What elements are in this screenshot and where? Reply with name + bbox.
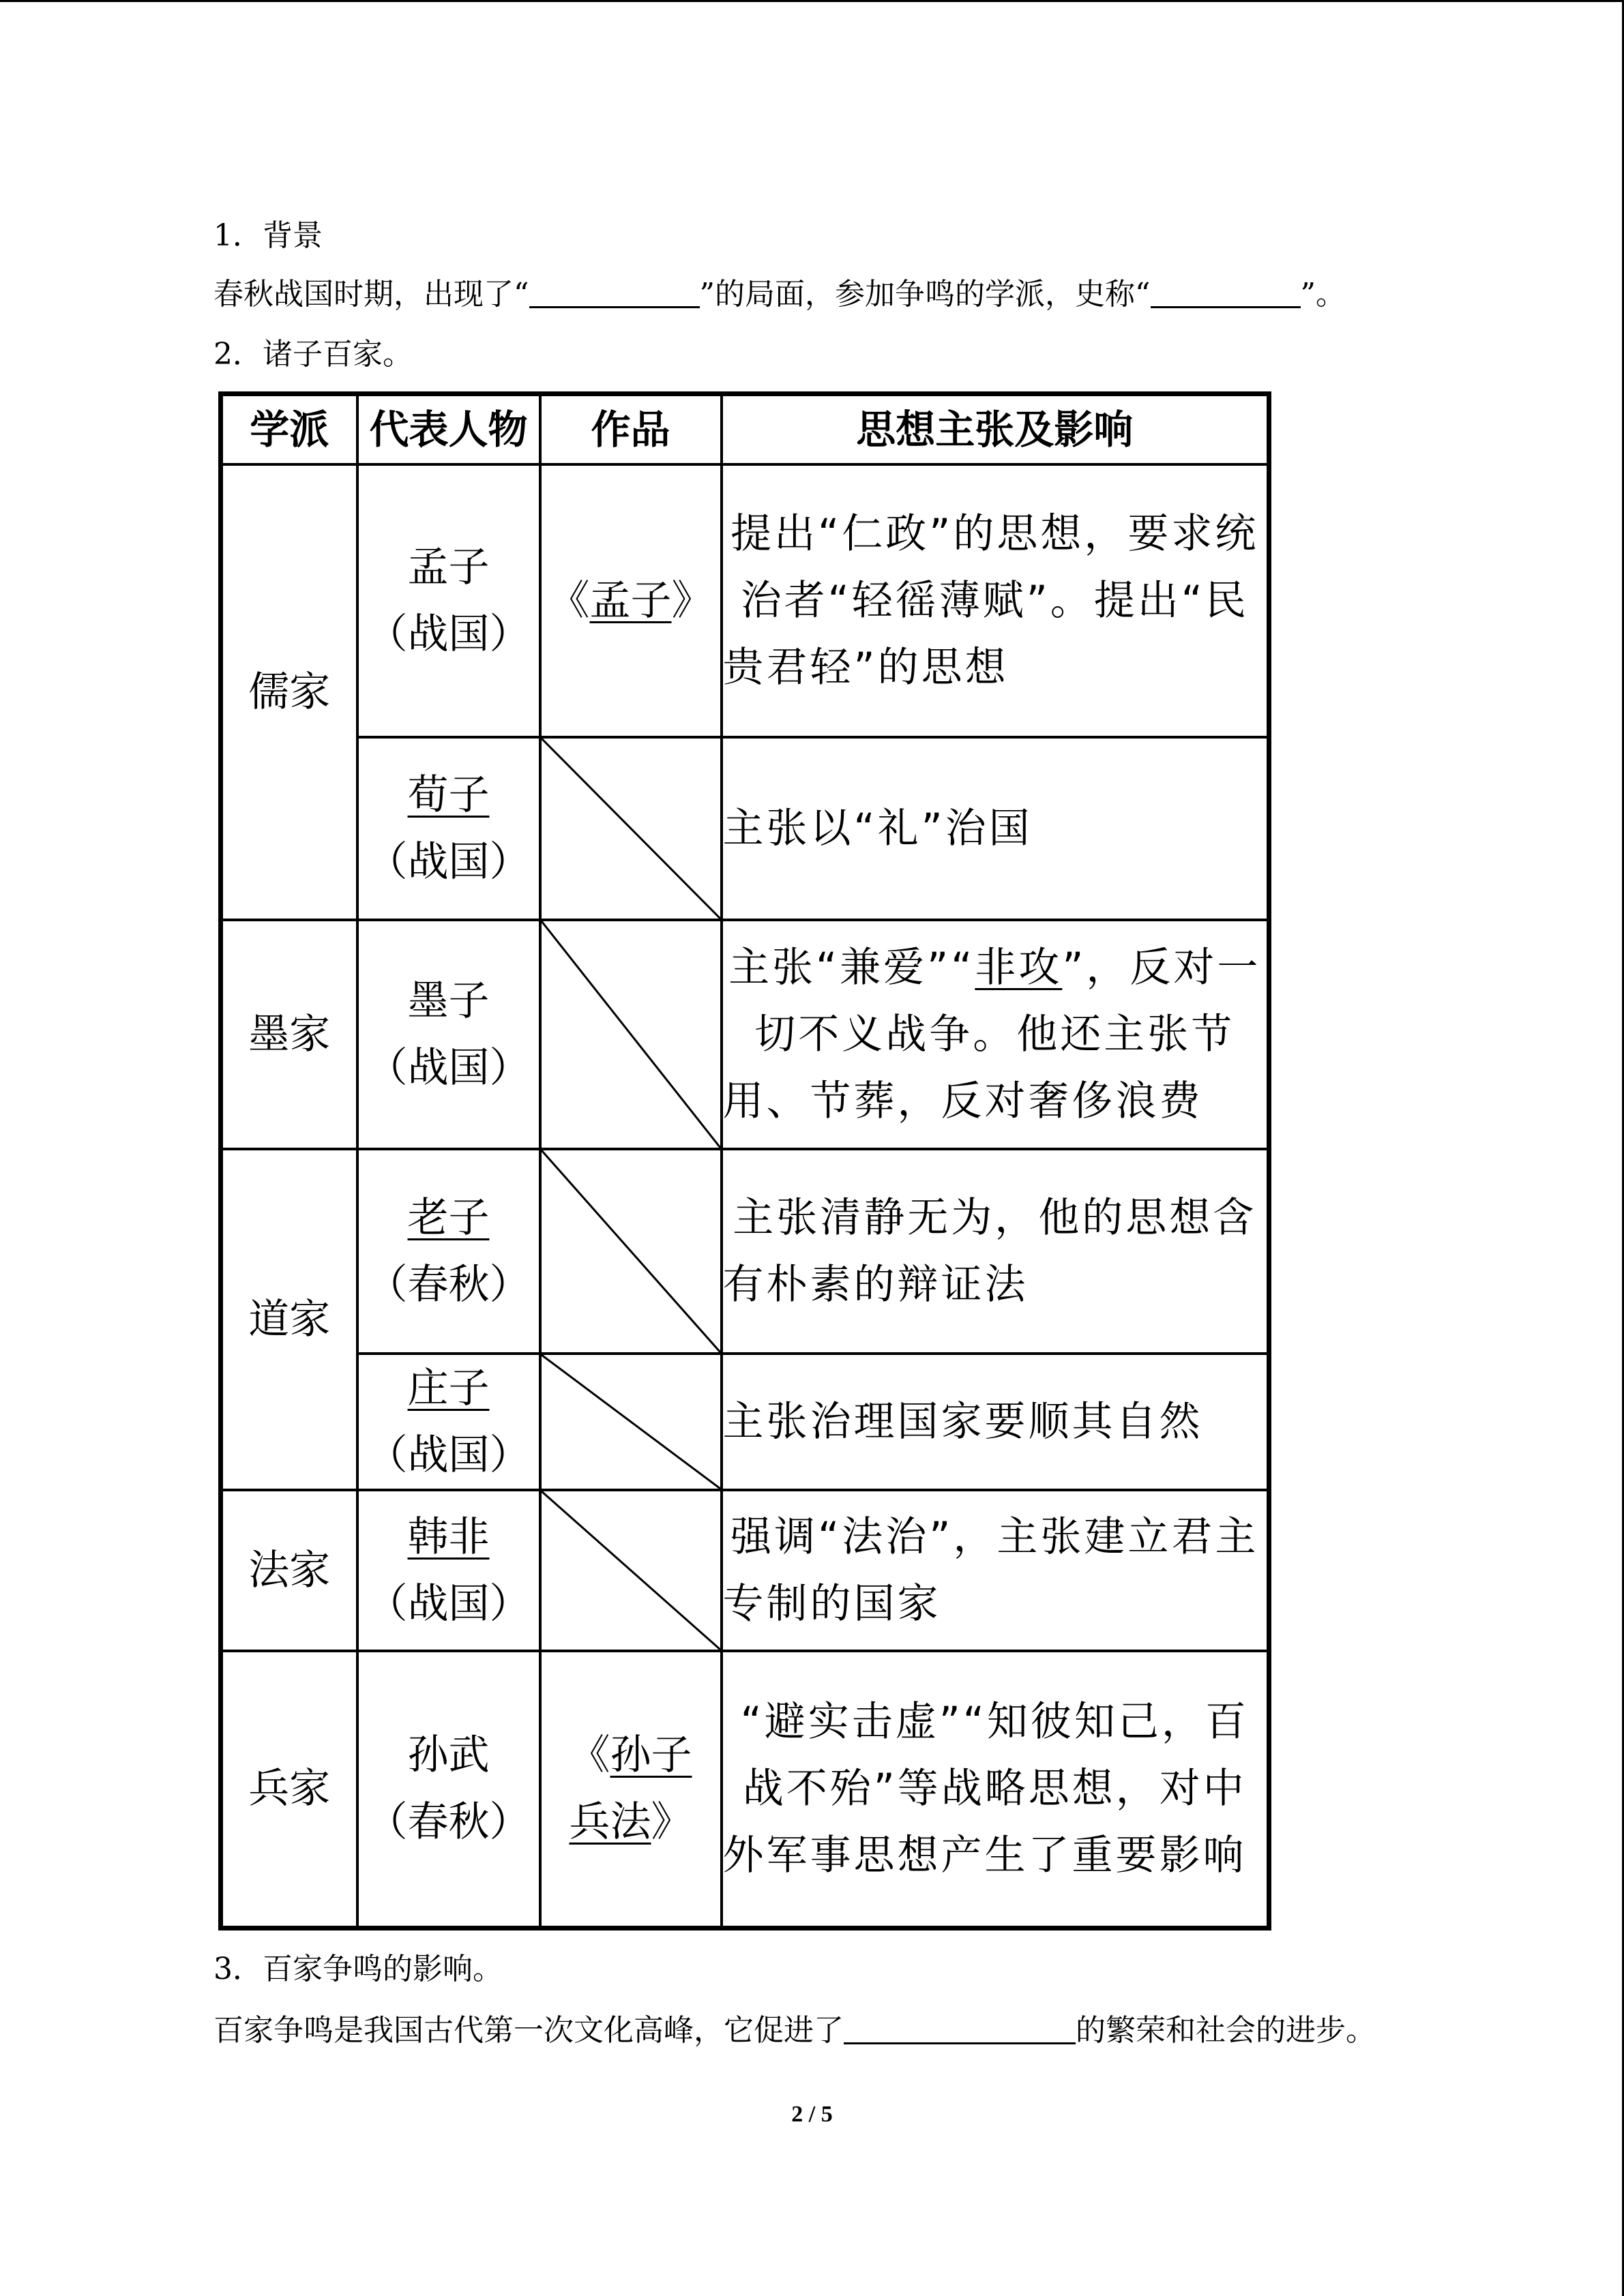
person-name: 韩非 (407, 1513, 490, 1561)
header-person: 代表人物 (357, 394, 540, 465)
idea-text: ”，反对一切不义战争。他还主张节用、节葬，反对奢侈浪费 (722, 944, 1261, 1125)
table-row (221, 1490, 1269, 1651)
table-row (221, 1149, 1269, 1354)
person-name: 孙武 (407, 1731, 490, 1780)
idea-cell (722, 920, 1269, 1149)
header-school: 学派 (221, 394, 357, 465)
idea-cell: 主张清静无为，他的思想含有朴素的辩证法 (722, 1149, 1269, 1354)
table-header-row (221, 394, 1269, 465)
table-row (221, 1651, 1269, 1928)
work-cell-empty (540, 1149, 722, 1354)
idea-cell: 主张以“礼”治国 (722, 737, 1269, 920)
person-cell (357, 1149, 540, 1354)
work-title: 《孟子》 (548, 577, 713, 625)
idea-underlined: 非攻 (975, 944, 1063, 992)
work-bracket: 》 (651, 1798, 692, 1847)
background-text-middle: ”的局面，参加争鸣的学派，史称“ (699, 277, 1151, 312)
person-name: 荀子 (407, 771, 490, 819)
person-name: 庄子 (407, 1365, 490, 1412)
table-row (221, 920, 1269, 1149)
person-cell (357, 1354, 540, 1490)
section-2-heading: 2．诸子百家。 (213, 337, 413, 372)
person-cell (357, 920, 540, 1149)
influence-text-before: 百家争鸣是我国古代第一次文化高峰，它促进了 (213, 2013, 844, 2048)
person-cell (357, 1490, 540, 1651)
person-era: （战国） (366, 610, 531, 658)
table-row (221, 464, 1269, 737)
background-text-after: ”。 (1300, 277, 1346, 312)
school-cell: 道家 (221, 1149, 357, 1490)
person-name: 墨子 (407, 977, 490, 1025)
influence-text-after: 的繁荣和社会的进步。 (1076, 2013, 1376, 2048)
person-era: （战国） (366, 1580, 531, 1628)
person-era: （春秋） (366, 1261, 531, 1309)
person-era: （春秋） (366, 1798, 531, 1847)
person-cell (357, 1651, 540, 1928)
school-cell: 兵家 (221, 1651, 357, 1928)
school-cell: 墨家 (221, 920, 357, 1149)
work-cell-empty (540, 1354, 722, 1490)
influence-paragraph (213, 2010, 1376, 2051)
person-cell (357, 737, 540, 920)
person-era: （战国） (366, 1431, 531, 1479)
diagonal-slash (542, 1150, 720, 1352)
work-cell (540, 1651, 722, 1928)
diagonal-slash (542, 921, 720, 1148)
section-3-heading: 3．百家争鸣的影响。 (213, 1952, 503, 1986)
fill-blank-2[interactable] (1151, 276, 1301, 308)
work-cell-empty (540, 737, 722, 920)
person-cell (357, 464, 540, 737)
school-cell: 法家 (221, 1490, 357, 1651)
diagonal-slash (542, 1491, 720, 1650)
person-era: （战国） (366, 838, 531, 886)
fill-blank-1[interactable] (529, 276, 700, 308)
work-title: 孙子 (610, 1731, 692, 1780)
work-cell-empty (540, 1490, 722, 1651)
page-border-top (0, 0, 1624, 2)
diagonal-slash (542, 1355, 720, 1489)
work-cell (540, 464, 722, 737)
idea-cell: 提出“仁政”的思想，要求统治者“轻徭薄赋”。提出“民贵君轻”的思想 (722, 464, 1269, 737)
background-text-before: 春秋战国时期，出现了“ (213, 277, 529, 312)
idea-cell: “避实击虚”“知彼知己，百战不殆”等战略思想，对中外军事思想产生了重要影响 (722, 1651, 1269, 1928)
idea-cell: 强调“法治”，主张建立君主专制的国家 (722, 1490, 1269, 1651)
diagonal-slash (542, 739, 720, 919)
person-era: （战国） (366, 1044, 531, 1092)
idea-text: 主张“兼爱”“ (728, 944, 975, 992)
header-idea: 思想主张及影响 (722, 394, 1269, 465)
person-name: 老子 (407, 1194, 490, 1242)
work-cell-empty (540, 920, 722, 1149)
work-bracket: 《 (569, 1731, 610, 1780)
idea-cell: 主张治理国家要顺其自然 (722, 1354, 1269, 1490)
fill-blank-3[interactable] (844, 2012, 1076, 2044)
school-cell: 儒家 (221, 464, 357, 920)
background-paragraph (213, 274, 1346, 315)
table-row (221, 1354, 1269, 1490)
section-1-heading: 1．背景 (213, 218, 323, 253)
page-number: 2 / 5 (791, 2102, 833, 2127)
work-title: 兵法 (569, 1798, 651, 1847)
header-work: 作品 (540, 394, 722, 465)
hundred-schools-table (218, 391, 1271, 1930)
table-row (221, 737, 1269, 920)
person-name: 孟子 (407, 543, 490, 591)
